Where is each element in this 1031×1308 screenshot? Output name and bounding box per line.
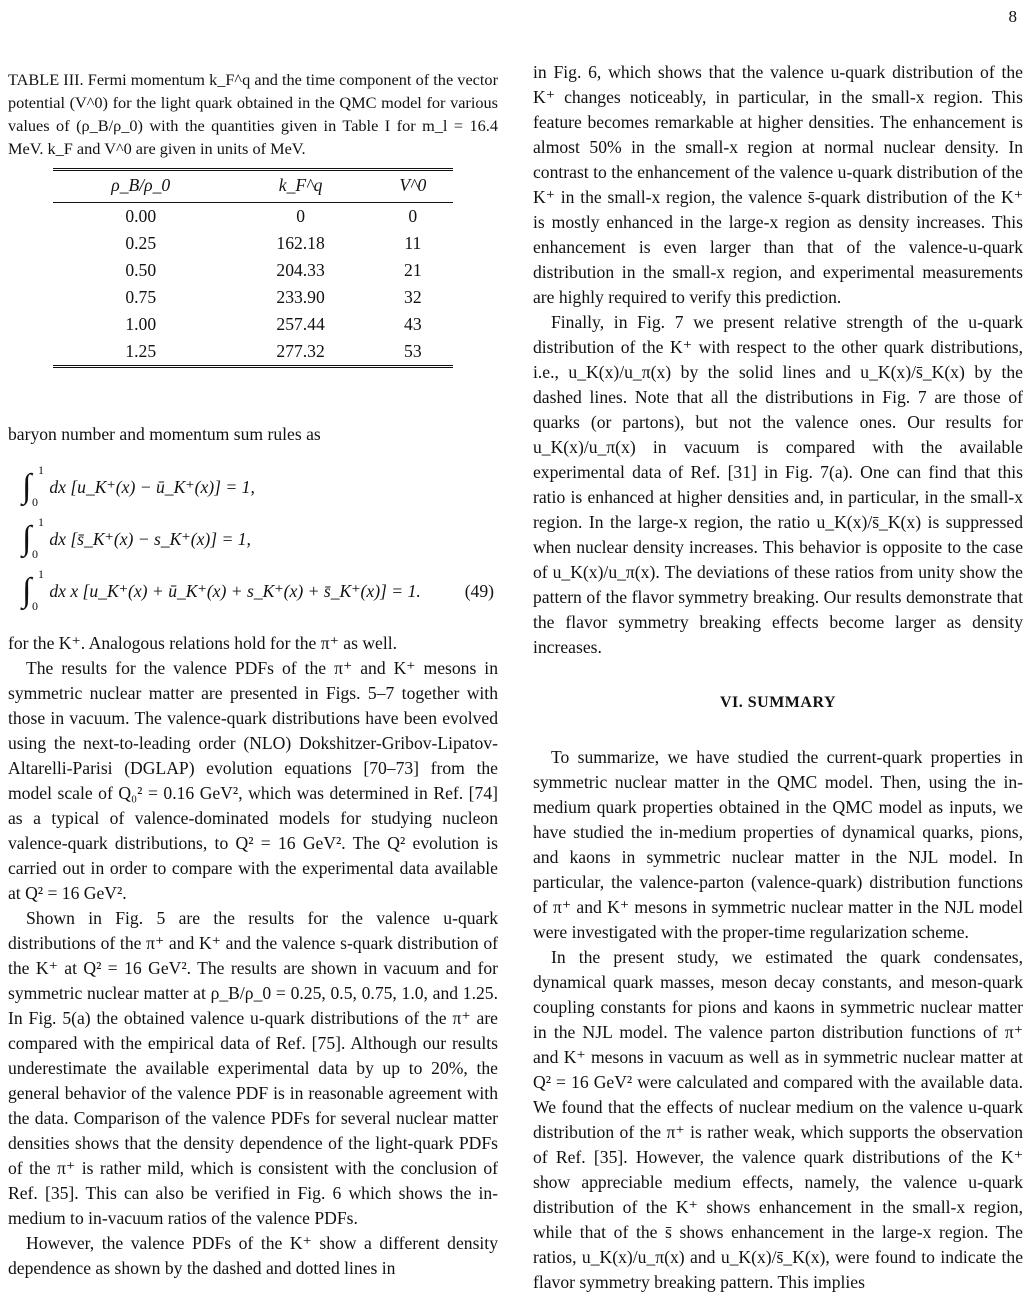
table-cell: 0 <box>296 206 305 226</box>
equation-text: dx x [u_K⁺(x) + ū_K⁺(x) + s_K⁺(x) + s̄_K⁺(x)] = 1. <box>49 580 421 601</box>
paragraph: However, the valence PDFs of the K⁺ show a different density dependence as shown by the dashed and dotted lines in <box>8 1233 498 1278</box>
paragraph: Finally, in Fig. 7 we present relative strength of the u-quark distribution of the K⁺ with respect to the other quark distributions, i.e., u_K(x)/u_π(x) by the solid lines and u_K(x)/s̄_K(x) by the dashed lines. Note that all the distributions in Fig. 7 are those of quarks (or partons), but not the valence ones. Our results for u_K(x)/u_π(x) in vacuum is compared with the available experimental data of Ref. [31] in Fig. 7(a). One can find that this ratio is enhanced at higher densities and, in particular, in the small-x region. In the large-x region, the ratio u_K(x)/s̄_K(x) is suppressed when nuclear density increases. This behavior is opposite to the case of u_K(x)/u_π(x). The deviations of these ratios from unity show the pattern of the flavor symmetry breaking. Our results demonstrate that the flavor symmetry breaking effects become larger as density increases. <box>533 312 1023 657</box>
table-row <box>53 203 453 231</box>
table-cell: 233.90 <box>276 287 325 307</box>
table-cell: 53 <box>404 341 422 361</box>
data-table <box>53 168 453 368</box>
equation-line <box>22 513 498 565</box>
table-cell: 21 <box>404 260 422 280</box>
integral-sign: ∫ 1 0 <box>22 463 44 509</box>
paragraph: In the present study, we estimated the quark condensates, dynamical quark masses, meson decay constants, and meson-quark coupling constants for pions and kaons in symmetric nuclear matter in the NJL model. The valence parton distribution functions of π⁺ and K⁺ mesons in vacuum as well as in symmetric nuclear matter at Q² = 16 GeV² were calculated and compared with the available data. We found that the effects of nuclear medium on the valence u-quark distribution of the π⁺ is rather weak, which supports the observation of Ref. [35]. However, the valence quark distributions of the K⁺ show appreciable medium effects, namely, the valence u-quark distribution of the K⁺ shows enhancement in the small-x region, while that of the s̄ shows enhancement in the large-x region. The ratios, u_K(x)/u_π(x) and u_K(x)/s̄_K(x), were found to indicate the flavor symmetry breaking pattern. This implies <box>533 947 1023 1292</box>
table-caption: TABLE III. Fermi momentum k_F^q and the time component of the vector potential (V^0) for the light quark obtained in the QMC model for various values of (ρ_B/ρ_0) with the quantities given in Table I for m_l = 16.4 MeV. k_F and V^0 are given in units of MeV. <box>8 70 498 158</box>
table-cell: 11 <box>404 233 422 253</box>
equation-text: dx [u_K⁺(x) − ū_K⁺(x)] = 1, <box>49 476 255 497</box>
equation-line <box>22 565 498 617</box>
equation-block <box>22 461 498 617</box>
equation-number: (49) <box>464 580 494 601</box>
table-cell: 277.32 <box>276 341 325 361</box>
table-cell: 0 <box>408 206 418 226</box>
table-row <box>53 257 453 284</box>
table-cell: 1.25 <box>125 341 157 361</box>
table-cell: 32 <box>404 287 422 307</box>
table-header-row <box>53 170 453 203</box>
paragraph: Shown in Fig. 5 are the results for the valence u-quark distributions of the π⁺ and K⁺ and the valence s-quark distribution of the K⁺ at Q² = 16 GeV². The results are shown in vacuum and for symmetric nuclear matter at ρ_B/ρ_0 = 0.25, 0.5, 0.75, 1.0, and 1.25. In Fig. 5(a) the obtained valence u-quark distributions of the π⁺ are compared with the empirical data of Ref. [75]. Although our results underestimate the available experimental data by up to 20%, the general behavior of the valence PDF is in reasonable agreement with the data. Comparison of the valence PDFs for several nuclear matter densities shows that the density dependence of the light-quark PDFs of the π⁺ is rather mild, which is consistent with the conclusion of Ref. [35]. This can also be verified in Fig. 6 which shows the in-medium to in-vacuum ratios of the valence PDFs. <box>8 908 498 1228</box>
intro-paragraph: baryon number and momentum sum rules as <box>8 424 321 444</box>
table-cell: 1.00 <box>125 314 157 334</box>
table-cell: 0.75 <box>125 287 157 307</box>
paragraph: in Fig. 6, which shows that the valence u-quark distribution of the K⁺ changes noticeably, in particular, in the small-x region. This feature becomes remarkable at higher densities. The enhancement is almost 50% in the small-x region at normal nuclear density. In contrast to the enhancement of the valence u-quark distribution of the K⁺ in the small-x region, the valence s̄-quark distribution of the K⁺ is mostly enhanced in the large-x region as density increases. This enhancement is even larger than that of the valence-u-quark distribution in the small-x region, and experimental measurements are highly required to verify this prediction. <box>533 62 1023 307</box>
table-row <box>53 230 453 257</box>
paragraph: The results for the valence PDFs of the π⁺ and K⁺ mesons in symmetric nuclear matter are presented in Figs. 5–7 together with those in vacuum. The valence-quark distributions have been evolved using the next-to-leading order (NLO) Dokshitzer-Gribov-Lipatov-Altarelli-Parisi (DGLAP) evolution equations [70–73] from the model scale of Q₀² = 0.16 GeV², which was determined in Ref. [74] as a typical of valence-dominated models for studying nucleon valence-quark distributions, to Q² = 16 GeV². The Q² evolution is carried out in order to compare with the experimental data available at Q² = 16 GeV². <box>8 658 498 903</box>
integral-sign: ∫ 1 0 <box>22 567 44 613</box>
table-header: ρ_B/ρ_0 <box>53 170 229 203</box>
right-column <box>533 60 1023 1295</box>
table-cell: 0.50 <box>125 260 157 280</box>
equation-text: dx [s̄_K⁺(x) − s_K⁺(x)] = 1, <box>49 528 251 549</box>
page-number: 8 <box>1008 7 1017 26</box>
table-row <box>53 311 453 338</box>
table-cell: 162.18 <box>276 233 325 253</box>
left-column <box>8 60 498 1281</box>
table-cell: 0.00 <box>125 206 157 226</box>
equation-line <box>22 461 498 513</box>
table-cell: 43 <box>404 314 422 334</box>
table-row <box>53 338 453 367</box>
table-row <box>53 284 453 311</box>
table-cell: 204.33 <box>276 260 325 280</box>
integral-sign: ∫ 1 0 <box>22 515 44 561</box>
section-title: VI. SUMMARY <box>719 694 837 711</box>
paragraph: for the K⁺. Analogous relations hold for the π⁺ as well. <box>8 633 398 653</box>
table-cell: 257.44 <box>276 314 325 334</box>
paragraph: To summarize, we have studied the current-quark properties in symmetric nuclear matter in the QMC model. Then, using the in-medium quark properties obtained in the QMC model as inputs, we have studied the in-medium properties of dynamical quarks, pions, and kaons in symmetric nuclear matter in the NJL model. In particular, the valence-parton (valence-quark) distribution functions of π⁺ and K⁺ mesons in symmetric nuclear matter in the NJL model were investigated with the proper-time regularization scheme. <box>533 747 1023 942</box>
table-cell: 0.25 <box>125 233 157 253</box>
table-header: k_F^q <box>229 170 373 203</box>
table-header: V^0 <box>373 170 453 203</box>
